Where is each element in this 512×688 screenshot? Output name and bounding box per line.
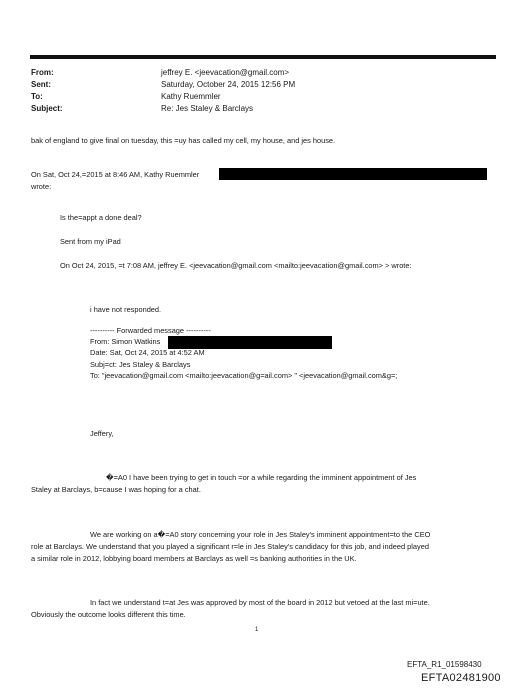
to-value: Kathy Ruemmler [161,92,221,101]
redaction-bar-email [219,168,487,180]
paragraph3-line2: Obviously the outcome looks different this time. [31,610,186,619]
not-responded-line: i have not responded. [90,305,162,314]
quoted-sent-from-ipad: Sent from my iPad [60,237,121,246]
from-value: jeffrey E. <jeevacation@gmail.com> [161,68,290,77]
forwarded-date: Date: Sat, Oct 24, 2015 at 4:52 AM [90,348,205,357]
header-rule [30,55,496,59]
from-label: From: [31,68,54,77]
paragraph2-line1: We are working on a�=A0 story concerning your role in Jes Staley's imminent appointment=to the CEO [90,530,431,539]
paragraph2-line2: role at Barclays. We understand that you played a significant r=le in Jes Staley's candidacy for this job, and indeed played [31,542,429,551]
quote2-line: On Oct 24, 2015, =t 7:08 AM, jeffrey E. <jeevacation@gmail.com <mailto:jeevacation@gmail.com> > wrote: [60,261,412,270]
quote1-line-1: On Sat, Oct 24,=2015 at 8:46 AM, Kathy Ruemmler [31,170,200,179]
quoted-appt-question: Is the=appt a done deal? [60,213,142,222]
bates-number-2: EFTA02481900 [421,672,501,684]
paragraph1-line1: �=A0 I have been trying to get in touch =or a while regarding the imminent appointment of Jes [106,473,417,482]
greeting: Jeffery, [90,429,114,438]
paragraph3-line1: In fact we understand t=at Jes was approved by most of the board in 2012 but vetoed at the last mi=ute. [90,598,430,607]
paragraph1-line2: Staley at Barclays, b=cause I was hoping for a chat. [31,485,201,494]
subject-value: Re: Jes Staley & Barclays [161,104,254,113]
paragraph2-line3: a similar role in 2012, lobbying board members at Barclays as well =s banking authorities in the UK. [31,554,357,563]
quote1-line-2: wrote: [31,182,52,191]
sent-label: Sent: [31,80,51,89]
page-number: 1 [255,627,259,633]
forwarded-header: ---------- Forwarded message ---------- [90,326,211,335]
to-label: To: [31,92,43,101]
forwarded-from: From: Simon Watkins [90,337,161,346]
subject-label: Subject: [31,104,63,113]
forwarded-to: To: "jeevacation@gmail.com <mailto:jeevacation@g=ail.com> " <jeevacation@gmail.com&g=; [90,371,398,380]
body-line-1: bak of england to give final on tuesday, this =uy has called my cell, my house, and jes house. [31,136,336,145]
forwarded-subject: Subj=ct: Jes Staley & Barclays [90,360,191,369]
sent-value: Saturday, October 24, 2015 12:56 PM [161,80,296,89]
bates-number-1: EFTA_R1_01598430 [407,660,482,669]
